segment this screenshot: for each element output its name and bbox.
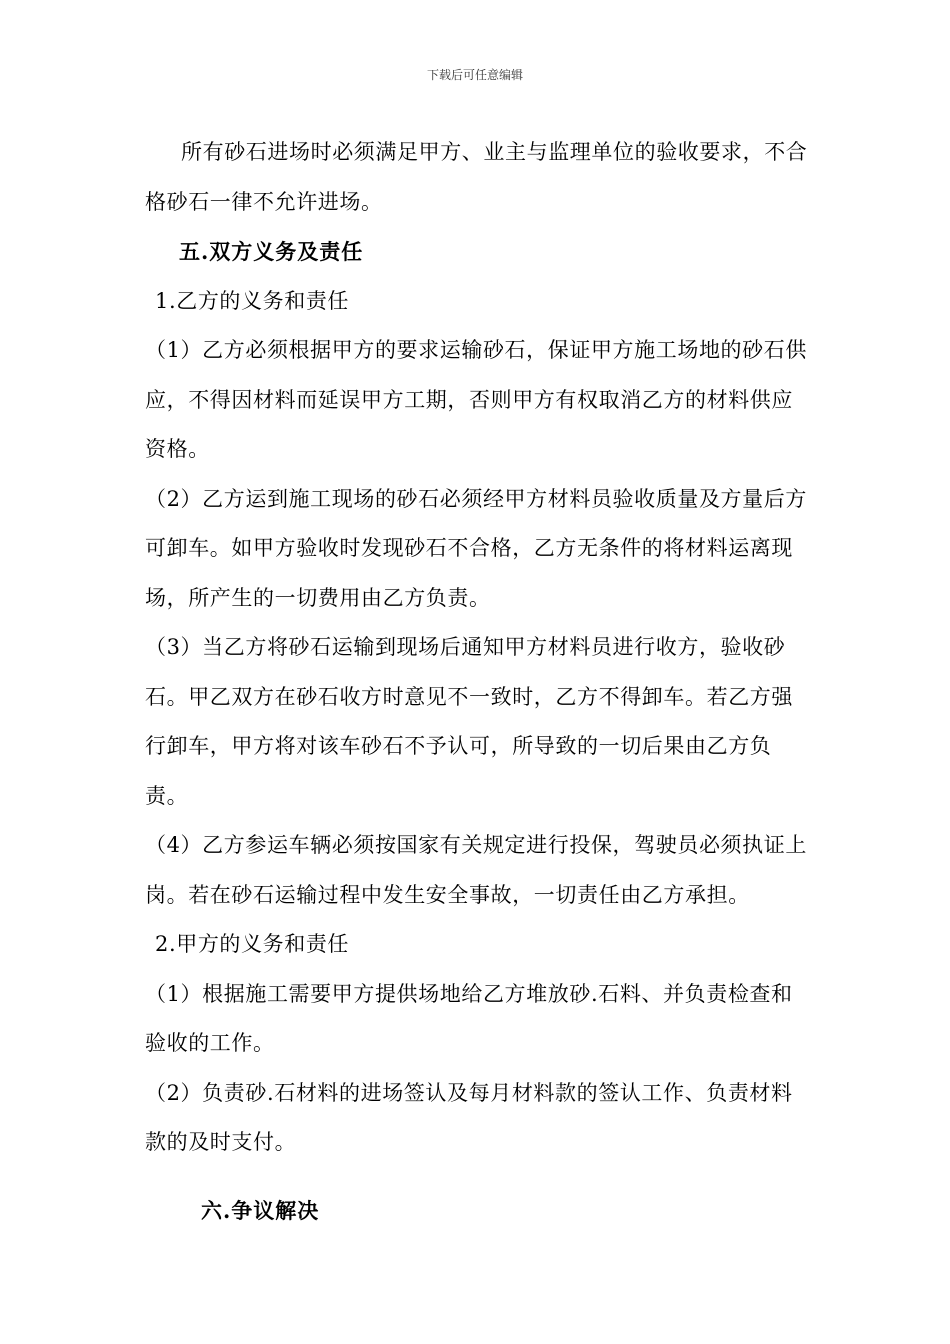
- item-1-1: （1）乙方必须根据甲方的要求运输砂石，保证甲方施工场地的砂石供应，不得因材料而延误甲方工期，否则甲方有权取消乙方的材料供应资格。: [145, 338, 807, 461]
- item-1-4: （4）乙方参运车辆必须按国家有关规定进行投保，驾驶员必须执证上岗。若在砂石运输过程中发生安全事故，一切责任由乙方承担。: [145, 833, 807, 907]
- document-body: [145, 128, 810, 1235]
- item-2-1: （1）根据施工需要甲方提供场地给乙方堆放砂.石料、并负责检查和验收的工作。: [145, 981, 793, 1055]
- subsection-2-heading: 2.甲方的义务和责任: [155, 932, 350, 956]
- section-6-heading: 六.争议解决: [201, 1197, 320, 1223]
- page-header: 下载后可任意编辑: [426, 68, 523, 82]
- item-2-2: （2）负责砂.石材料的进场签认及每月材料款的签认工作、负责材料款的及时支付。: [145, 1080, 793, 1154]
- section-5-heading: 五.双方义务及责任: [179, 239, 364, 264]
- item-1-3: （3）当乙方将砂石运输到现场后通知甲方材料员进行收方，验收砂石。甲乙双方在砂石收方时意见不一致时，乙方不得卸车。若乙方强行卸车，甲方将对该车砂石不予认可，所导致的一切后果由乙方负责。: [145, 635, 793, 808]
- item-1-2: （2）乙方运到施工现场的砂石必须经甲方材料员验收质量及方量后方可卸车。如甲方验收时发现砂石不合格，乙方无条件的将材料运离现场，所产生的一切费用由乙方负责。: [145, 486, 807, 610]
- intro-paragraph: 所有砂石进场时必须满足甲方、业主与监理单位的验收要求，不合格砂石一律不允许进场。: [145, 140, 808, 214]
- subsection-1-heading: 1.乙方的义务和责任: [155, 288, 350, 313]
